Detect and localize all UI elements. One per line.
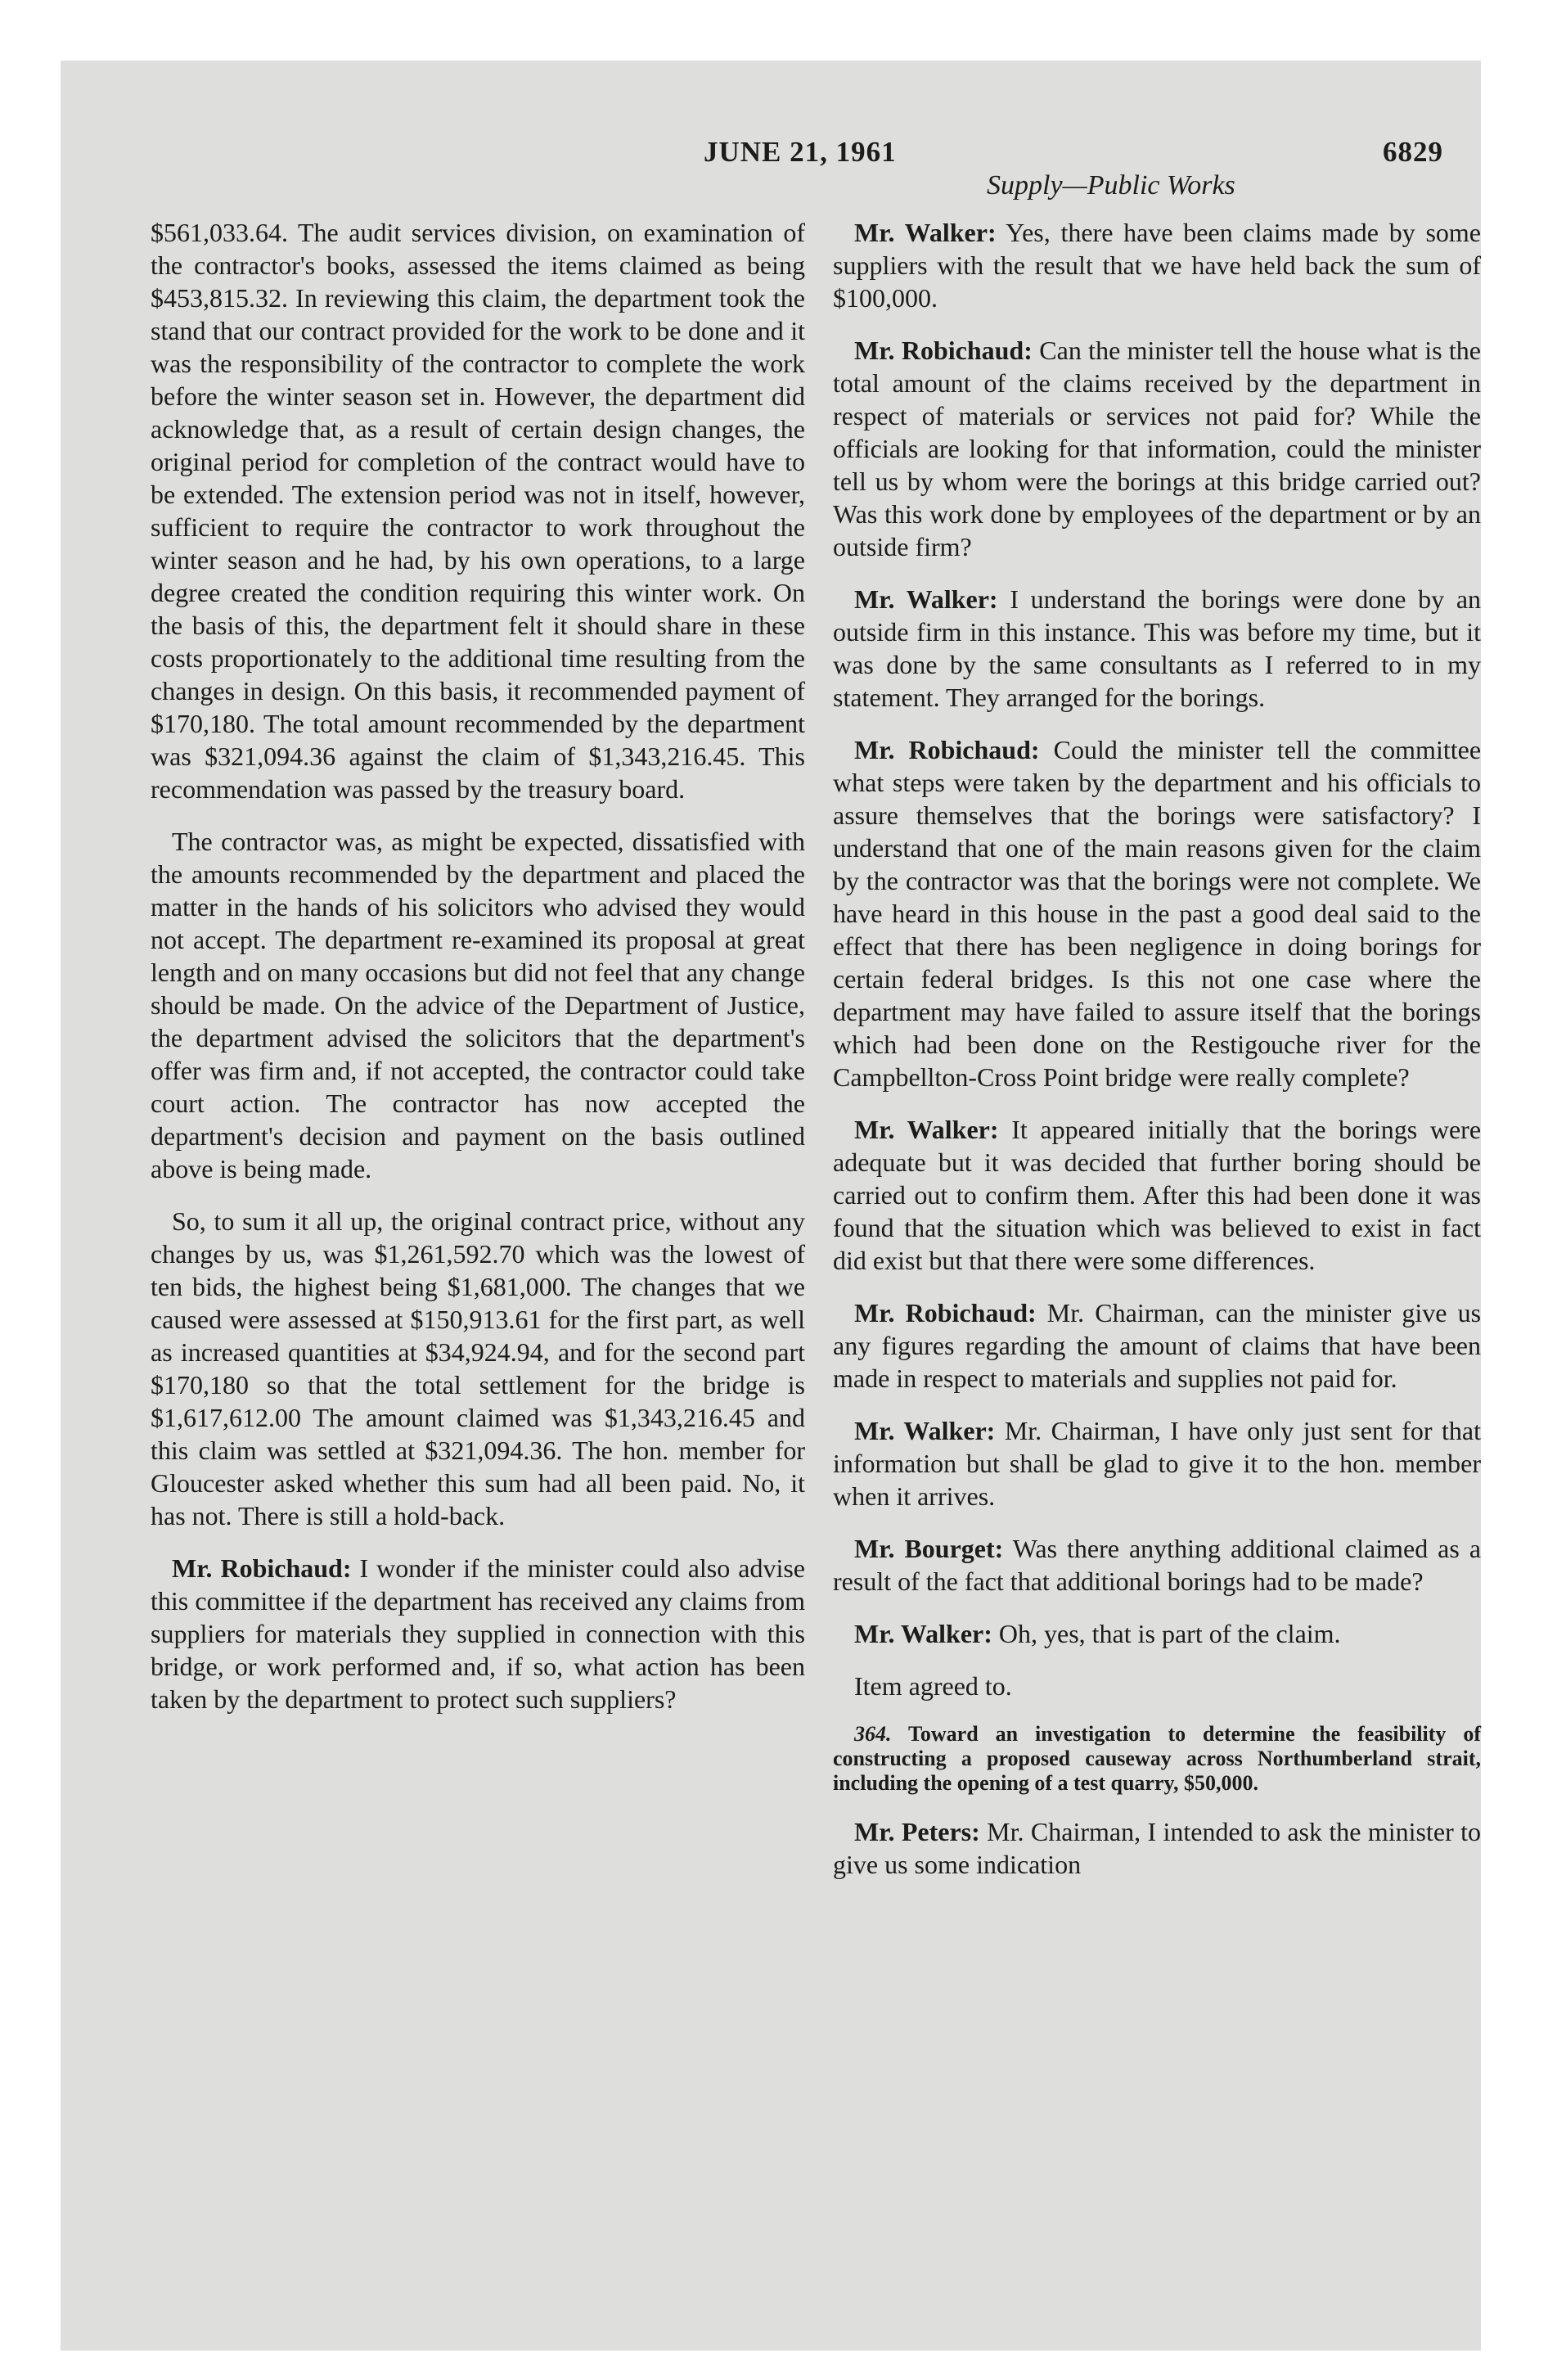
speech	[833, 583, 1481, 714]
speech-text: Mr. Chairman, I have only just sent for that information but shall be glad to give it to the hon. member when it arrives.	[833, 1416, 1482, 1511]
page-number: 6829	[1383, 136, 1443, 168]
speaker-name: Mr. Robichaud:	[172, 1553, 352, 1583]
speech-text: I wonder if the minister could also advise this committee if the department has received any claims from suppliers for materials they supplied in connection with this bridge, or work performed and, if so, what action has been taken by the department to protect such suppliers?	[151, 1553, 806, 1714]
speaker-name: Mr. Walker:	[854, 1619, 992, 1648]
speech	[833, 216, 1481, 314]
paragraph: The contractor was, as might be expected, dissatisfied with the amounts recommended by the department and placed the matter in the hands of his solicitors who advised they would not accept. The department re-examined its proposal at great length and on many occasions but did not feel that any change should be made. On the advice of the Department of Justice, the department advised the solicitors that the department's offer was firm and, if not accepted, the contractor could take court action. The contractor has now accepted the department's decision and payment on the basis outlined above is being made.	[151, 827, 805, 1183]
speaker-name: Mr. Bourget:	[854, 1534, 1004, 1563]
speech	[833, 334, 1481, 563]
speech-text: It appeared initially that the borings were adequate but it was decided that further boring should be carried out to confirm them. After this had been done it was found that the situation which was believed to exist in fact did exist but that there were some differences.	[833, 1115, 1482, 1275]
speech	[833, 1414, 1481, 1512]
speech-text: I understand the borings were done by an outside firm in this instance. This was before my time, but it was done by the same consultants as I referred to in my statement. They arranged for the borings.	[833, 584, 1482, 712]
scanned-page	[61, 61, 1481, 2351]
speech	[833, 733, 1481, 1093]
speech-text: Mr. Chairman, I intended to ask the minister to give us some indication	[833, 1817, 1482, 1879]
item-text: Toward an investigation to determine the feasibility of constructing a proposed causeway across Northumberland strait, including the opening of a test quarry, $50,000.	[833, 1722, 1482, 1795]
speech	[833, 1532, 1481, 1598]
paragraph: So, to sum it all up, the original contract price, without any changes by us, was $1,261,592.70 which was the lowest of ten bids, the highest being $1,681,000. The changes that we caused were assessed at $150,913.61 for the first part, as well as increased quantities at $34,924.94, and for the second part $170,180 so that the total settlement for the bridge is $1,617,612.00 The amount claimed was $1,343,216.45 and this claim was settled at $321,094.36. The hon. member for Gloucester asked whether this sum had all been paid. No, it has not. There is still a hold-back.	[151, 1206, 805, 1530]
speech	[833, 1617, 1481, 1650]
speech-text: Could the minister tell the committee what steps were taken by the department and his officials to assure themselves that the borings were satisfactory? I understand that one of the main reasons given for the claim by the contractor was that the borings were not complete. We have heard in this house in the past a good deal said to the effect that there has been negligence in doing borings for certain federal bridges. Is this not one case where the department may have failed to assure itself that the borings which had been done on the Restigouche river for the Campbellton-Cross Point bridge were really complete?	[833, 735, 1482, 1092]
speech-text: Oh, yes, that is part of the claim.	[998, 1619, 1341, 1648]
speaker-name: Mr. Robichaud:	[854, 1298, 1037, 1327]
right-column	[833, 216, 1481, 1900]
item-agreed: Item agreed to.	[854, 1671, 1012, 1701]
paragraph: $561,033.64. The audit services division, on examination of the contractor's books, assessed the items claimed as being $453,815.32. In reviewing this claim, the department took the stand that our contract provided for the work to be done and it was the responsibility of the contractor to complete the work before the winter season set in. However, the department did acknowledge that, as a result of certain design changes, the original period for completion of the contract would have to be extended. The extension period was not in itself, however, sufficient to require the contractor to work throughout the winter season and he had, by his own operations, to a large degree created the condition requiring this winter work. On the basis of this, the department felt it should share in these costs proportionately to the additional time resulting from the changes in design. On this basis, it recommended payment of $170,180. The total amount recommended by the department was $321,094.36 against the claim of $1,343,216.45. This recommendation was passed by the treasury board.	[151, 218, 805, 804]
speaker-name: Mr. Robichaud:	[854, 336, 1033, 365]
vote-item	[833, 1722, 1481, 1796]
speech	[833, 1296, 1481, 1395]
speaker-name: Mr. Peters:	[854, 1817, 980, 1846]
speaker-name: Mr. Walker:	[854, 584, 998, 614]
page-date: JUNE 21, 1961	[704, 136, 897, 168]
item-number: 364.	[854, 1722, 892, 1746]
speech-text: Yes, there have been claims made by some suppliers with the result that we have held back the sum of $100,000.	[833, 218, 1481, 313]
speaker-name: Mr. Robichaud:	[854, 735, 1040, 764]
page-subtitle: Supply—Public Works	[987, 170, 1235, 201]
speech	[833, 1113, 1481, 1277]
speaker-name: Mr. Walker:	[854, 1416, 996, 1445]
speech-text: Was there anything additional claimed as a result of the fact that additional borings had to be made?	[833, 1534, 1482, 1596]
speaker-name: Mr. Walker:	[854, 1115, 999, 1144]
speaker-name: Mr. Walker:	[854, 218, 997, 247]
speech	[151, 1552, 805, 1715]
speech-text: Mr. Chairman, can the minister give us any figures regarding the amount of claims that have been made in respect to materials and supplies not paid for.	[833, 1298, 1482, 1393]
speech	[833, 1815, 1481, 1881]
speech-text: Can the minister tell the house what is the total amount of the claims received by the department in respect of materials or services not paid for? While the officials are looking for that information, could the minister tell us by whom were the borings at this bridge carried out? Was this work done by employees of the department or by an outside firm?	[833, 336, 1482, 561]
left-column	[151, 216, 805, 1735]
